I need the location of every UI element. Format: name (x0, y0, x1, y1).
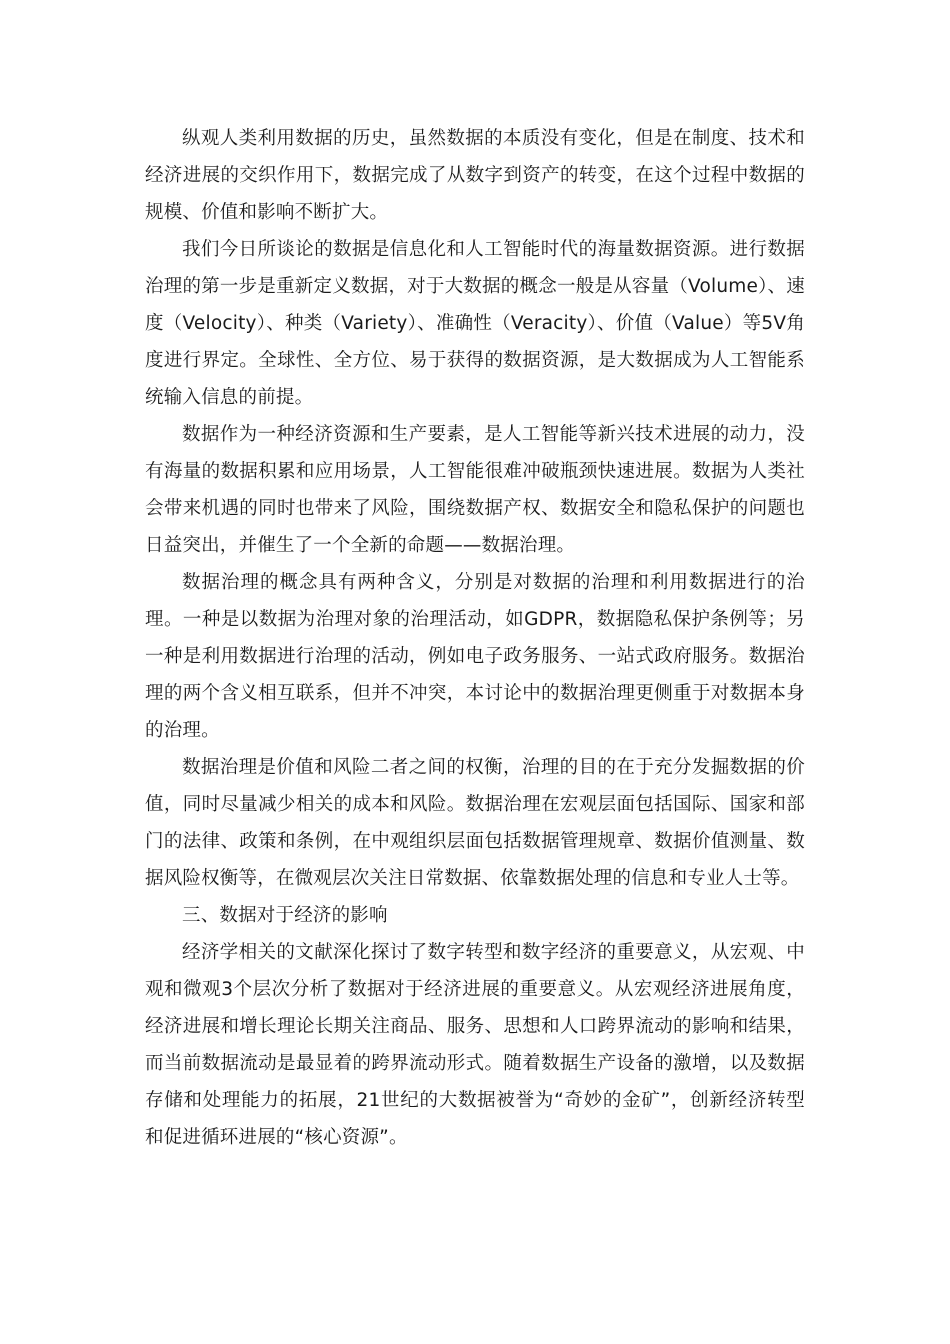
paragraph-governance-tradeoff: 数据治理是价值和风险二者之间的权衡，治理的目的在于充分发掘数据的价值，同时尽量减少相关的成本和风险。数据治理在宏观层面包括国际、国家和部门的法律、政策和条例，在中观组织层面包括数据管理规章、数据价值测量、数据风险权衡等，在微观层次关注日常数据、依靠数据处理的信息和专业人士等。 (145, 757, 805, 889)
paragraph-big-data-definition: 我们今日所谈论的数据是信息化和人工智能时代的海量数据资源。进行数据治理的第一步是重新定义数据，对于大数据的概念一般是从容量（Volume）、速度（Velocity）、种类（Variety）、准确性（Veracity）、价值（Value）等5V角度进行界定。全球性、全方位、易于获得的数据资源，是大数据成为人工智能系统输入信息的前提。 (145, 239, 805, 408)
section-heading: 三、数据对于经济的影响 (182, 905, 388, 926)
paragraph-data-as-resource: 数据作为一种经济资源和生产要素，是人工智能等新兴技术进展的动力，没有海量的数据积累和应用场景，人工智能很难冲破瓶颈快速进展。数据为人类社会带来机遇的同时也带来了风险，围绕数据产权、数据安全和隐私保护的问题也日益突出，并催生了一个全新的命题——数据治理。 (145, 424, 805, 556)
paragraph-governance-concept: 数据治理的概念具有两种含义，分别是对数据的治理和利用数据进行的治理。一种是以数据为治理对象的治理活动，如GDPR，数据隐私保护条例等；另一种是利用数据进行治理的活动，例如电子政务服务、一站式政府服务。数据治理的两个含义相互联系，但并不冲突，本讨论中的数据治理更侧重于对数据本身的治理。 (145, 572, 805, 741)
document-page (145, 120, 805, 1156)
paragraph-economic-impact: 经济学相关的文献深化探讨了数字转型和数字经济的重要意义，从宏观、中观和微观3个层次分析了数据对于经济进展的重要意义。从宏观经济进展角度，经济进展和增长理论长期关注商品、服务、思想和人口跨界流动的影响和结果，而当前数据流动是最显着的跨界流动形式。随着数据生产设备的激增，以及数据存储和处理能力的拓展，21世纪的大数据被誉为“奇妙的金矿”，创新经济转型和促进循环进展的“核心资源”。 (145, 942, 805, 1148)
paragraph-history: 纵观人类利用数据的历史，虽然数据的本质没有变化，但是在制度、技术和经济进展的交织作用下，数据完成了从数字到资产的转变，在这个过程中数据的规模、价值和影响不断扩大。 (145, 128, 805, 223)
